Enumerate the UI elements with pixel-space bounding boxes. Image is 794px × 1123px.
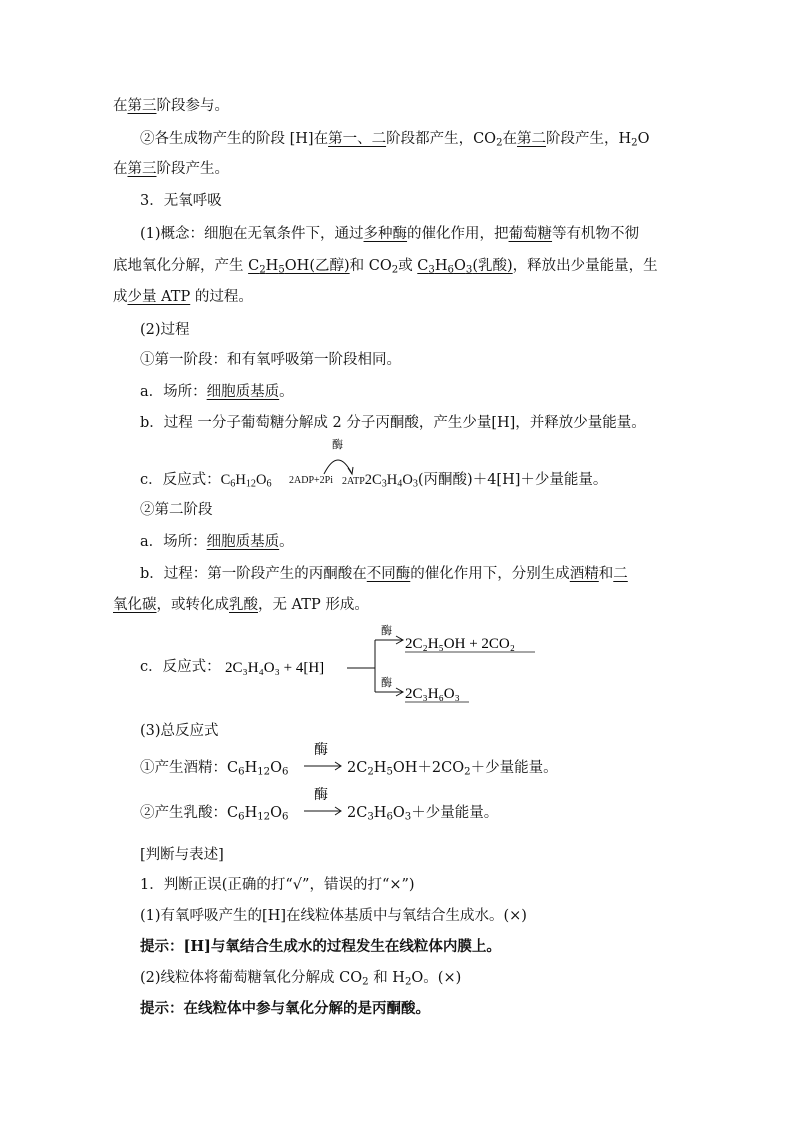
enzyme-label: 酶 xyxy=(332,439,343,451)
enzyme-label-1: 酶 xyxy=(381,625,392,637)
hint-1b: 提示：在线粒体中参与氧化分解的是丙酮酸。 xyxy=(140,1000,430,1017)
stage1-process: b．过程 一分子葡萄糖分解成 2 分子丙酮酸，产生少量[H]，并释放少量能量。 xyxy=(140,415,646,431)
enzyme-arrow-2 xyxy=(298,783,346,819)
total-heading: (3)总反应式 xyxy=(140,723,219,739)
underlined-answer: 第三 xyxy=(127,161,157,177)
stage2-location: a．场所：细胞质基质。 xyxy=(140,534,294,550)
stage2-heading: ②第二阶段 xyxy=(140,502,213,518)
branched-reaction xyxy=(225,618,555,708)
text-line-1: 在第三阶段参与。 xyxy=(113,98,229,114)
underlined-answer: 第二 xyxy=(517,131,547,147)
adp-label: 2ADP+2Pi xyxy=(289,475,333,486)
total-alcohol-product: $2C_2H_5OH+2CO_2+$少量能量。 xyxy=(347,760,558,778)
question-1b: (2)线粒体将葡萄糖氧化分解成 $CO_2$ 和 $H_2O$。(×) xyxy=(140,970,462,988)
section-heading-anaerobic: 3．无氧呼吸 xyxy=(140,193,222,209)
text-line-3: 在第三阶段产生。 xyxy=(113,161,229,177)
reactant-label: 2C₃H₄O₃ + 4[H] xyxy=(225,660,325,676)
stage2-process-2: 氧化碳，或转化成乳酸，无 ATP 形成。 xyxy=(113,597,369,613)
stage1-heading: ①第一阶段：和有氧呼吸第一阶段相同。 xyxy=(140,352,401,368)
product-lactic: 2C₃H₆O₃ xyxy=(405,686,460,702)
stage2-reaction-label: c．反应式： xyxy=(140,659,221,675)
enzyme-label: 酶 xyxy=(314,743,328,758)
text-line-2: ②各生成物产生的阶段 [H]在第一、二阶段都产生，$CO_2$在第二阶段产生，$H_2O$ xyxy=(140,131,650,149)
total-lactic: ②产生乳酸：$C_6H_{12}O_6$ xyxy=(140,805,289,823)
underlined-answer: 第一、二 xyxy=(328,131,387,147)
question-1a: (1)有氧呼吸产生的[H]在线粒体基质中与氧结合生成水。(×) xyxy=(140,908,527,924)
question-1: 1．判断正误(正确的打“√”，错误的打“×”) xyxy=(140,877,415,893)
underlined-answer: 第三 xyxy=(127,98,157,114)
total-alcohol: ①产生酒精：$C_6H_{12}O_6$ xyxy=(140,760,289,778)
stage1-location: a．场所：细胞质基质。 xyxy=(140,384,294,400)
concept-line-1: (1)概念：细胞在无氧条件下，通过多种酶的催化作用，把葡萄糖等有机物不彻 xyxy=(140,226,640,242)
concept-line-3: 成少量 ATP 的过程。 xyxy=(113,289,253,305)
enzyme-label: 酶 xyxy=(314,788,328,803)
stage2-process-1: b．过程：第一阶段产生的丙酮酸在不同酶的催化作用下，分别生成酒精和二 xyxy=(140,566,628,582)
enzyme-label-2: 酶 xyxy=(381,677,392,689)
total-lactic-product: $2C_3H_6O_3+$少量能量。 xyxy=(347,805,499,823)
product-alcohol: 2C₂H₅OH + 2CO₂ xyxy=(405,636,515,652)
judge-heading: [判断与表述] xyxy=(140,847,224,863)
enzyme-arrow-1 xyxy=(298,738,346,774)
hint-1a: 提示：[H]与氧结合生成水的过程发生在线粒体内膜上。 xyxy=(140,938,501,955)
stage1-product: $2ATP2C_3H_4O_3$(丙酮酸)＋4[H]＋少量能量。 xyxy=(342,472,608,490)
process-heading: (2)过程 xyxy=(140,322,190,338)
concept-line-2: 底地氧化分解，产生 $C_2H_5OH$(乙醇)和 $CO_2$或 $C_3H_6O_3$(乳酸)，释放出少量能量，生 xyxy=(113,258,658,276)
stage1-reaction: c．反应式：$C_6H_{12}O_6$ xyxy=(140,472,272,490)
